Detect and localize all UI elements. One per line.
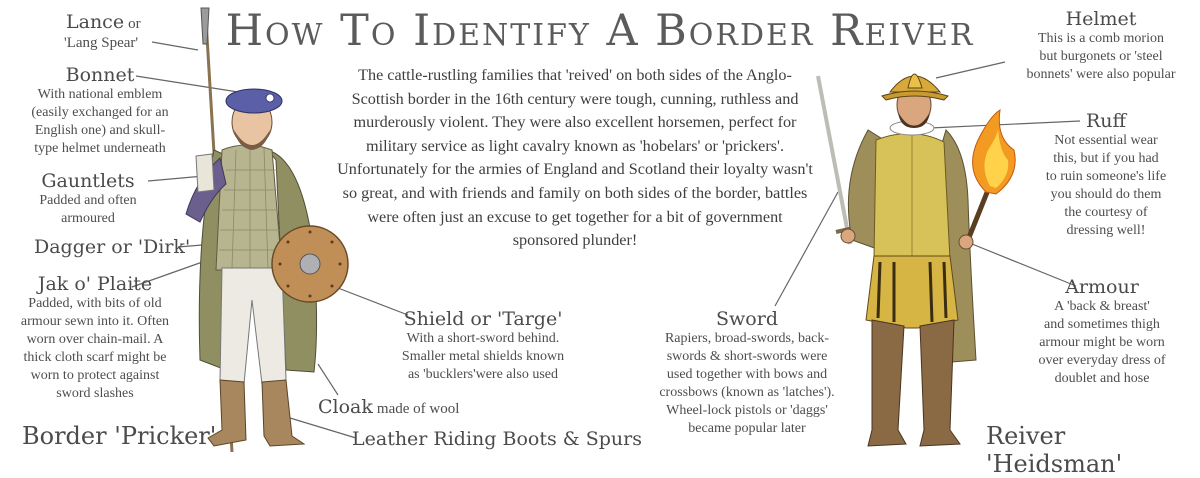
leader-cloak — [318, 364, 338, 395]
jak-desc-1: armour sewn into it. Often — [20, 314, 170, 329]
label-bonnet — [0, 64, 200, 158]
armour-desc-0: A 'back & breast' — [1054, 299, 1150, 314]
ruff-desc-2: to ruin someone's life — [1045, 169, 1167, 184]
armour-desc-2: armour might be worn — [1039, 335, 1165, 350]
ruff-desc-3: you should do them — [1050, 187, 1162, 202]
jak-desc-4: worn to protect against — [30, 368, 160, 383]
sword-desc-5: became popular later — [688, 421, 806, 436]
armour-desc-4: doublet and hose — [1054, 371, 1150, 386]
right-figure-name: Reiver 'Heidsman' — [986, 422, 1123, 478]
ruff-desc-1: this, but if you had — [1053, 151, 1159, 166]
lance-or: or — [128, 16, 141, 32]
sword-desc-4: Wheel-lock pistols or 'daggs' — [666, 403, 828, 418]
boots-title: Leather Riding Boots & Spurs — [352, 428, 642, 450]
shield-desc-2: as 'bucklers'were also used — [407, 367, 559, 382]
lance-title: Lance — [66, 11, 125, 33]
leader-helmet — [936, 62, 1005, 78]
sword-desc-2: used together with bows and — [666, 367, 828, 382]
armour-desc-3: over everyday dress of — [1038, 353, 1166, 368]
gauntlets-desc-1: armoured — [61, 211, 115, 226]
shield-title: Shield or 'Targe' — [403, 308, 563, 330]
bonnet-desc-0: With national emblem — [37, 87, 163, 102]
helmet-title: Helmet — [1065, 8, 1137, 30]
ruff-desc-5: dressing well! — [1066, 223, 1146, 238]
label-armour — [1010, 276, 1194, 388]
label-jak — [0, 273, 190, 403]
bonnet-title: Bonnet — [65, 64, 135, 86]
jak-desc-5: sword slashes — [56, 386, 134, 401]
shield-desc-0: With a short-sword behind. — [406, 331, 560, 346]
dagger-title: Dagger or 'Dirk' — [34, 236, 191, 258]
label-gauntlets — [0, 170, 176, 228]
bonnet-desc-1: (easily exchanged for an — [31, 105, 169, 120]
intro-paragraph: The cattle-rustling families that 'reived' on both sides of the Anglo-Scottish border in the 16th century were tough, cunning, ruthless and murderously violent. They were also excellent horsemen, perfect for military service as light cavalry known as 'hobelars' or 'prickers'. Unfortunately for the armies of England and Scotland their loyalty wasn't so great, and with friends and family on both sides of the border, battles were often just an excuse to get together for a bit of government sponsored plunder! — [337, 66, 813, 250]
helmet-desc-1: but burgonets or 'steel — [1039, 49, 1163, 64]
label-sword — [634, 308, 860, 438]
page-title: How To Identify A Border Reiver — [225, 6, 975, 56]
sword-title: Sword — [716, 308, 778, 330]
armour-desc-1: and sometimes thigh — [1044, 317, 1160, 332]
ruff-title: Ruff — [1085, 110, 1127, 132]
cloak-desc: made of wool — [376, 401, 460, 417]
ruff-desc-0: Not essential wear — [1054, 133, 1158, 148]
lance-alt: 'Lang Spear' — [64, 35, 139, 51]
jak-desc-2: worn over chain-mail. A — [26, 332, 164, 347]
jak-desc-3: thick cloth scarf might be — [23, 350, 167, 365]
helmet-desc-0: This is a comb morion — [1038, 31, 1164, 46]
cloak-title: Cloak — [318, 396, 373, 418]
jak-desc-0: Padded, with bits of old — [28, 296, 162, 311]
sword-desc-0: Rapiers, broad-swords, back- — [664, 331, 830, 346]
gauntlets-desc-0: Padded and often — [39, 193, 137, 208]
border-pricker-figure — [186, 8, 348, 452]
bonnet-desc-2: English one) and skull- — [34, 123, 166, 138]
label-cloak — [318, 396, 459, 418]
label-shield — [368, 308, 598, 384]
label-lance — [66, 11, 186, 33]
ruff-desc-4: the courtesy of — [1064, 205, 1148, 220]
armour-title: Armour — [1065, 276, 1139, 298]
bonnet-desc-3: type helmet underneath — [34, 141, 166, 156]
gauntlets-title: Gauntlets — [41, 170, 135, 192]
left-figure-name: Border 'Pricker' — [22, 422, 217, 450]
helmet-desc-2: bonnets' were also popular — [1026, 67, 1176, 82]
label-helmet — [1006, 8, 1196, 84]
sword-desc-1: swords & short-swords were — [666, 349, 828, 364]
sword-desc-3: crossbows (known as 'latches'). — [659, 385, 835, 400]
shield-desc-1: Smaller metal shields known — [401, 349, 565, 364]
leader-boots — [290, 418, 356, 438]
label-ruff — [1020, 110, 1192, 240]
jak-title: Jak o' Plaite — [37, 273, 153, 295]
